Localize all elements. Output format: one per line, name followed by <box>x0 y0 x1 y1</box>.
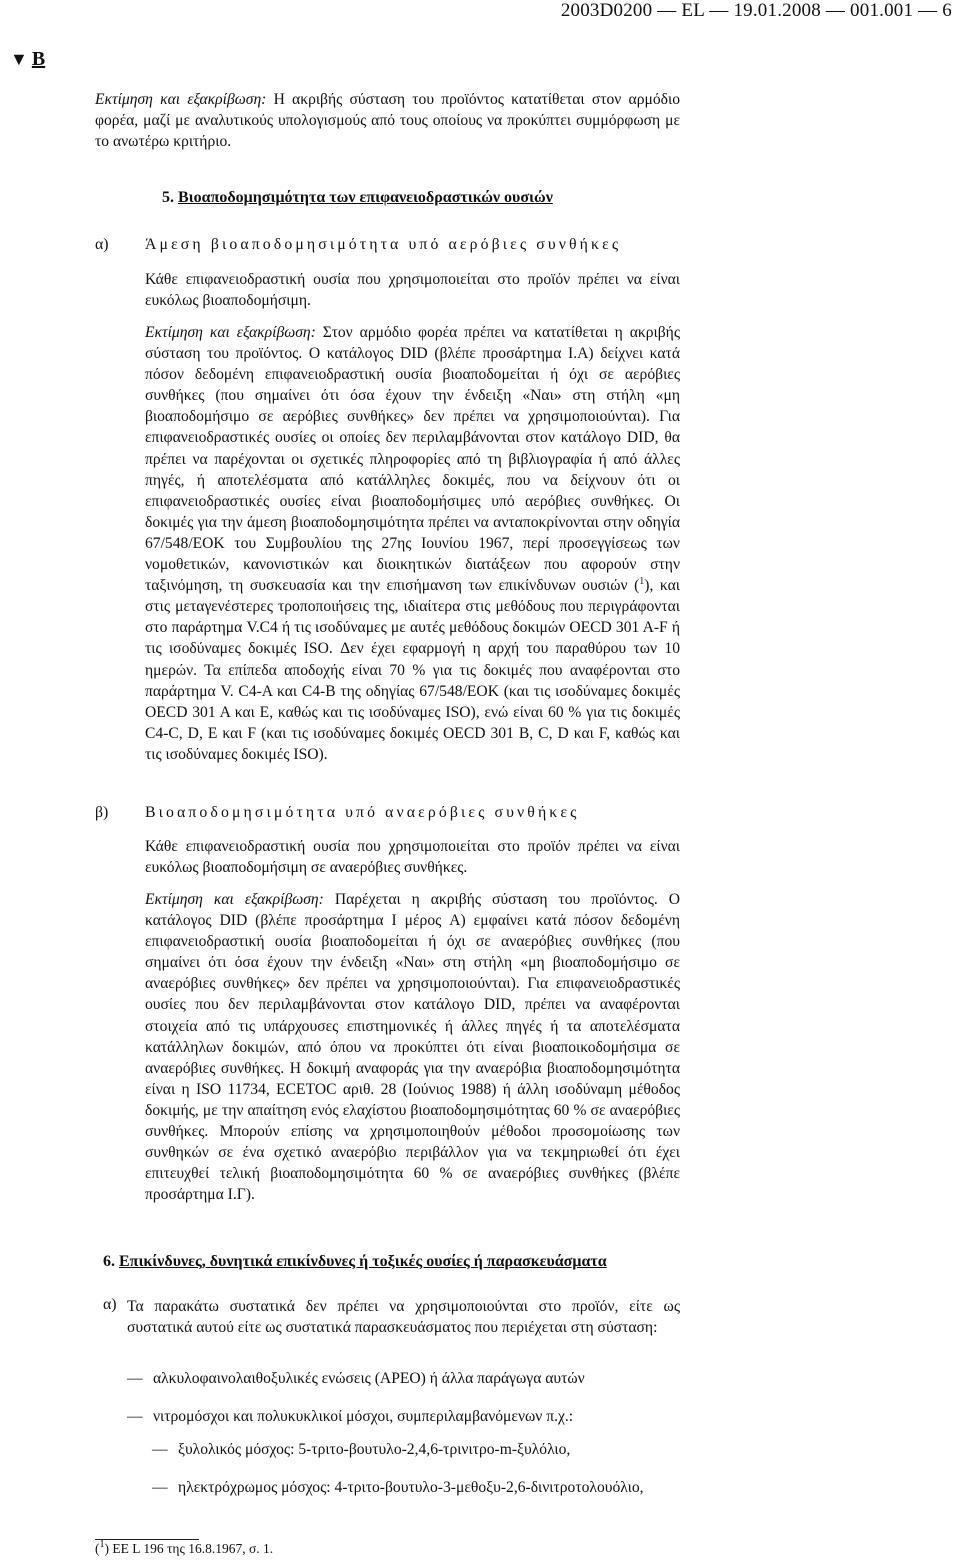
list-item <box>127 1368 143 1389</box>
section-6-a-label: α) <box>103 1296 117 1313</box>
list-item-text: αλκυλοφαινολαιθοξυλικές ενώσεις (APEO) ή άλλα παράγωγα αυτών <box>153 1370 585 1387</box>
sub-list-item-text: ξυλολικός μόσχος: 5-τριτο-βουτυλο-2,4,6-τρινιτρο-m-ξυλόλιο, <box>178 1441 571 1458</box>
section-6-title: Επικίνδυνες, δυνητικά επικίνδυνες ή τοξικές ουσίες ή παρασκευάσματα <box>119 1253 607 1270</box>
section-6-heading <box>103 1253 607 1271</box>
assessment-label: Εκτίμηση και εξακρίβωση: <box>145 891 324 908</box>
item-b-text: Παρέχεται η ακριβής σύσταση του προϊόντος. Ο κατάλογος DID (βλέπε προσάρτημα I μέρος A) εμφαίνει κατά πόσον δεδομένη επιφανειοδραστική ουσία βιοαποδομείται ή όχι σε αναερόβιες συνθήκες (που σημαίνει ότι όσα έχουν την ένδειξη «Ναι» στη στήλη «μη βιοαποδομήσιμο σε αναερόβιες συνθήκες» δεν πρέπει να χρησιμοποιούνται). Για επιφανειοδραστικές ουσίες που δεν περιλαμβάνονται στον κατάλογο DID, πρέπει να αναφέρονται στοιχεία από τις υπάρχουσες επιστημονικές ή άλλες πηγές ή τα αποτελέσματα κατάλληλων δοκιμών, από όπου να προκύπτει ότι είναι βιοαποικοδομήσιμα σε αναερόβιες συνθήκες. Η δοκιμή αναφοράς για την αναερόβια βιοαποδομησιμότητα είναι η ISO 11734, ECETOC αριθ. 28 (Ιούνιος 1988) ή άλλη ισοδύναμη μέθοδος δοκιμής, με την απαίτηση ενός ελαχίστου βιοαποδομησιμότητας 60 % σε αναερόβιες συνθήκες. Μπορούν επίσης να χρησιμοποιηθούν μέθοδοι προσομοίωσης των συνθηκών σε ένα σχετικό αναερόβιο περιβάλλον για να τεκμηριωθεί ότι έχει επιτευχθεί τελική βιοαποδομησιμότητα 60 % σε αναερόβιες συνθήκες (βλέπε προσάρτημα I.Γ). <box>145 891 681 1204</box>
footnote-ref: 1 <box>639 576 645 588</box>
footnote-mark: 1 <box>99 1539 105 1550</box>
section-5-heading <box>162 189 553 207</box>
item-a-paragraph-2 <box>145 322 680 765</box>
item-a-label: α) <box>95 236 109 253</box>
assessment-label: Εκτίμηση και εξακρίβωση: <box>95 91 267 108</box>
footnote: ($^1$) ΕΕ L 196 της 16.8.1967, σ. 1. <box>95 1539 274 1556</box>
triangle-down-icon: ▼ <box>10 49 28 69</box>
footnote-divider <box>95 1539 199 1540</box>
sub-list-item <box>152 1477 168 1498</box>
item-b-paragraph-2 <box>145 889 680 1205</box>
item-a-paragraph-1: Κάθε επιφανειοδραστική ουσία που χρησιμοποιείται στο προϊόν πρέπει να είναι ευκόλως βιοαποδομήσιμη. <box>145 271 680 310</box>
list-item <box>127 1406 143 1427</box>
marker-letter: B <box>31 48 46 70</box>
footnote-text: ΕΕ L 196 της 16.8.1967, σ. 1. <box>112 1541 274 1556</box>
item-a-text-cont: ), και στις μεταγενέστερες τροποποιήσεις της, ιδιαίτερα στις μεθόδους που περιγράφονται στο παράρτημα V.C4 ή τις ισοδύναμες με αυτές μεθόδους δοκιμών OECD 301 A-F ή τις ισοδύναμες δοκιμές ISO. Δεν έχει εφαρμογή η αρχή του παραθύρου των 10 ημερών. Τα επίπεδα αποδοχής είναι 70 % για τις δοκιμές που αναφέρονται στο παράρτημα V. C4-A και C4-B της οδηγίας 67/548/ΕΟΚ (και τις ισοδύναμες δοκιμές OECD 301 A και E, καθώς και τις ισοδύναμες ISO), ενώ είναι 60 % για τις δοκιμές C4-C, D, E και F (και τις ισοδύναμες δοκιμές OECD 301 B, C, D και F, καθώς και τις ισοδύναμες δοκιμές ISO). <box>145 577 680 763</box>
list-item-text: νιτρομόσχοι και πολυκυκλικοί μόσχοι, συμπεριλαμβανόμενων π.χ.: <box>153 1408 574 1425</box>
assessment-label: Εκτίμηση και εξακρίβωση: <box>145 324 316 341</box>
section-6-number: 6. <box>103 1253 115 1270</box>
sub-list-item <box>152 1439 168 1460</box>
item-b-label: β) <box>95 804 109 821</box>
item-b-paragraph-1: Κάθε επιφανειοδραστική ουσία που χρησιμοποιείται στο προϊόν πρέπει να είναι ευκόλως βιοαποδομήσιμη σε αναερόβιες συνθήκες. <box>145 838 680 877</box>
list-dash: — <box>127 1370 143 1387</box>
list-dash: — <box>127 1408 143 1425</box>
item-b-heading: Βιοαποδομησιμότητα υπό αναερόβιες συνθήκες <box>145 804 580 821</box>
document-reference: 2003D0200 — EL — 19.01.2008 — 001.001 — 6 <box>560 0 952 21</box>
item-a-text: Στον αρμόδιο φορέα πρέπει να κατατίθεται η ακριβής σύσταση του προϊόντος. Ο κατάλογος DID (βλέπε προσάρτημα I.A) δείχνει κατά πόσον δεδομένη επιφανειοδραστική ουσία βιοαποδομείται ή όχι σε αερόβιες συνθήκες (που σημαίνει ότι όσα έχουν την ένδειξη «Ναι» στη στήλη «μη βιοαποδομήσιμο σε αερόβιες συνθήκες» δεν πρέπει να χρησιμοποιούνται). Για επιφανειοδραστικές ουσίες οι οποίες δεν περιλαμβάνονται στον κατάλογο DID, θα πρέπει να παρέχονται οι σχετικές πληροφορίες από τη βιβλιογραφία ή από άλλες πηγές, ή αποτελέσματα από κατάλληλες δοκιμές, που να δείχνουν ότι οι επιφανειοδραστικές ουσίες είναι βιοαποδομήσιμες υπό αερόβιες συνθήκες. Οι δοκιμές για την άμεση βιοαποδομησιμότητα πρέπει να ανταποκρίνονται στην οδηγία 67/548/ΕΟΚ του Συμβουλίου της 27ης Ιουνίου 1967, περί προσεγγίσεως των νομοθετικών, κανονιστικών και διοικητικών διατάξεων που αφορούν στην ταξινόμηση, τη συσκευασία και την επισήμανση των επικίνδυνων ουσιών ( <box>145 324 680 595</box>
list-dash: — <box>152 1441 168 1458</box>
section-6-a-text: Τα παρακάτω συστατικά δεν πρέπει να χρησιμοποιούνται στο προϊόν, είτε ως συστατικά αυτού είτε ως συστατικά παρασκευάσματος που περιέχεται στη σύσταση: <box>127 1298 680 1337</box>
section-5-number: 5. <box>162 189 174 206</box>
item-a-heading: Άμεση βιοαποδομησιμότητα υπό αερόβιες συνθήκες <box>145 236 622 253</box>
intro-text: Η ακριβής σύσταση του προϊόντος κατατίθεται στον αρμόδιο φορέα, μαζί με αναλυτικούς υπολογισμούς από τους οποίους να προκύπτει συμμόρφωση με το ανωτέρω κριτήριο. <box>95 91 680 151</box>
section-5-title: Βιοαποδομησιμότητα των επιφανειοδραστικών ουσιών <box>178 189 553 206</box>
list-dash: — <box>152 1479 168 1496</box>
sub-list-item-text: ηλεκτρόχρωμος μόσχος: 4-τριτο-βουτυλο-3-μεθοξυ-2,6-δινιτροτολουόλιο, <box>178 1479 644 1496</box>
intro-paragraph <box>95 89 680 152</box>
amendment-marker <box>10 48 45 71</box>
